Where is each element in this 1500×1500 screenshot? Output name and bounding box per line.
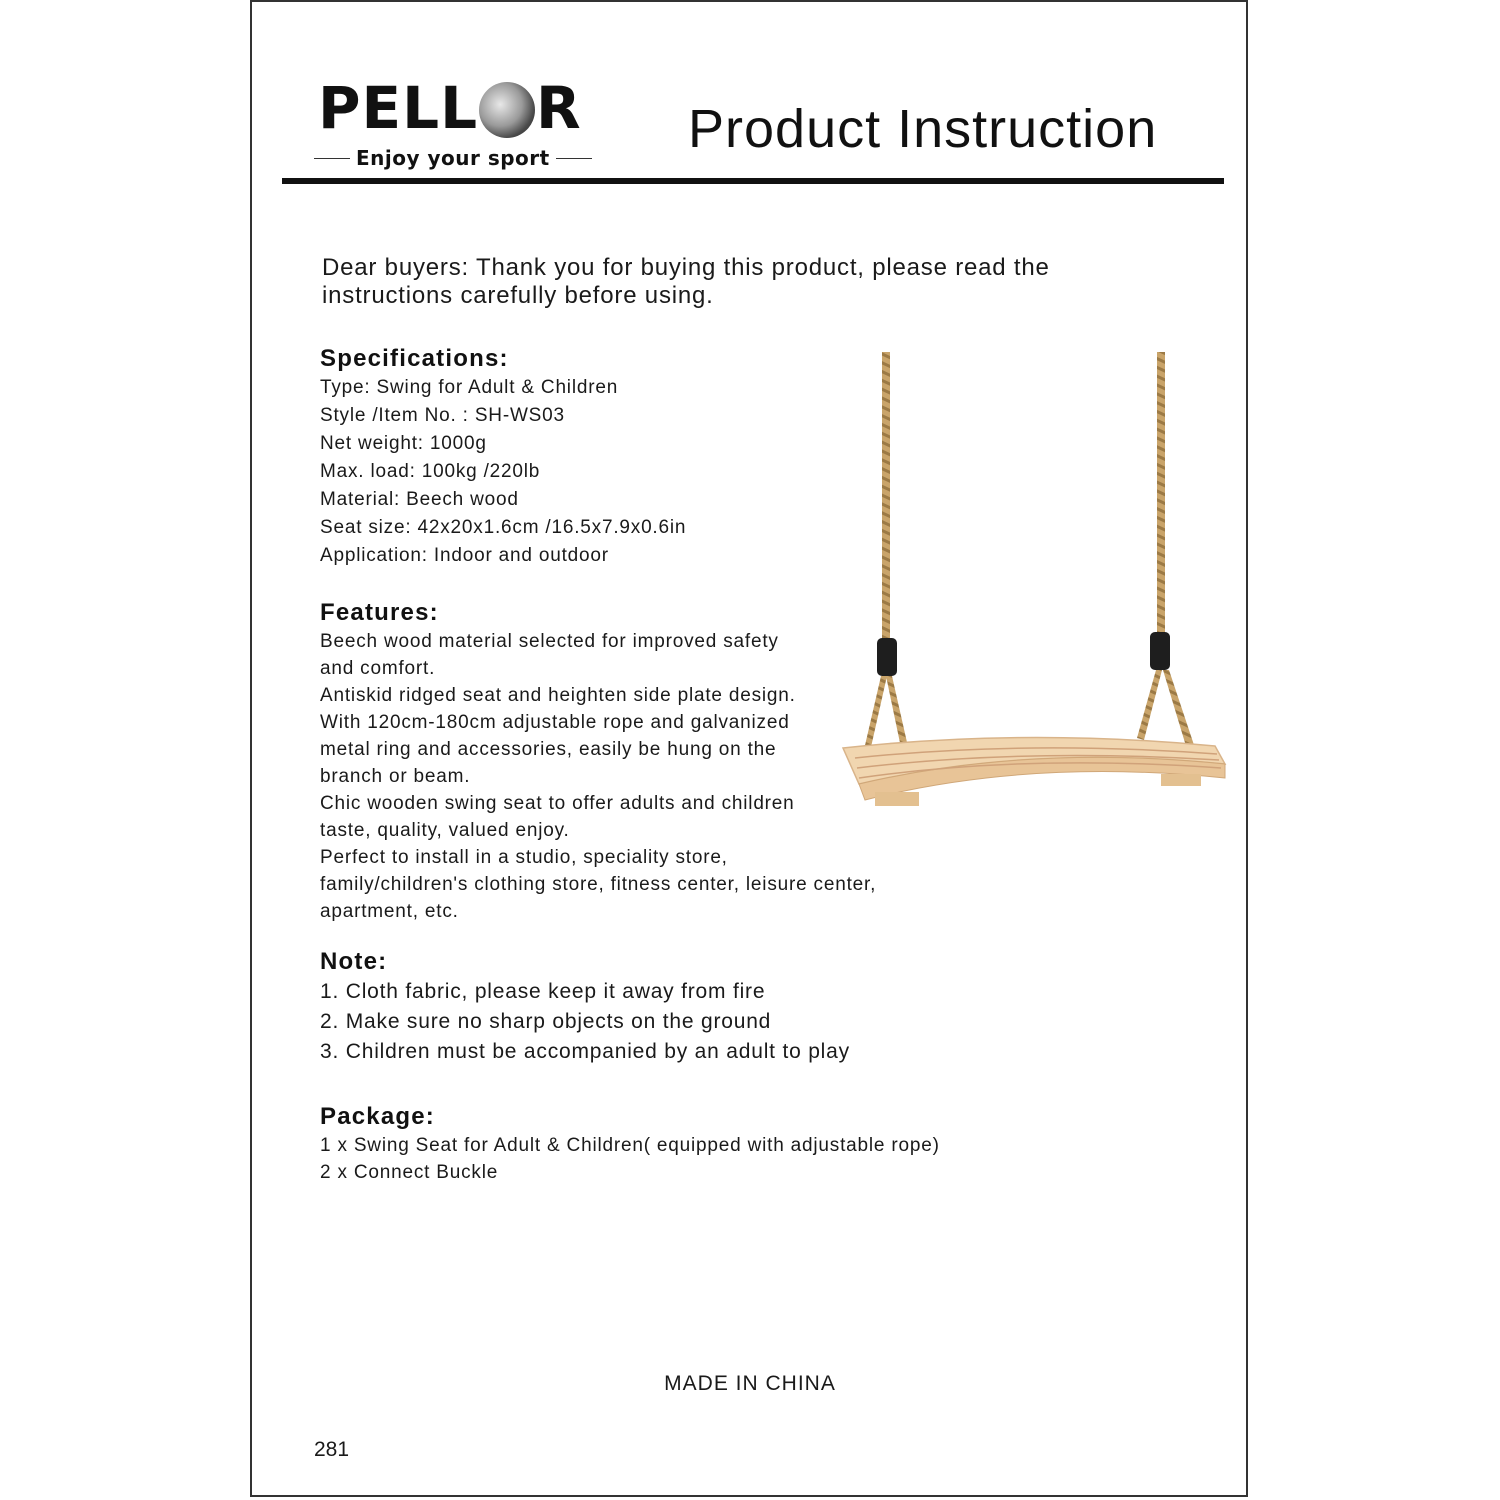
left-rope-sleeve <box>877 638 897 676</box>
spec-line: Net weight: 1000g <box>320 433 487 454</box>
feature-line: metal ring and accessories, easily be hung on the <box>320 739 777 760</box>
tagline-divider-right <box>556 158 592 159</box>
note-line: 1. Cloth fabric, please keep it away from fire <box>320 980 766 1003</box>
right-rope <box>1157 352 1165 637</box>
specifications-heading: Specifications: <box>320 345 509 372</box>
feature-line: Beech wood material selected for improved safety <box>320 631 779 652</box>
spec-line: Application: Indoor and outdoor <box>320 545 609 566</box>
page-title: Product Instruction <box>688 99 1158 159</box>
intro-text: Dear buyers: Thank you for buying this product, please read the instructions carefully before using. <box>322 254 1050 309</box>
feature-line: With 120cm-180cm adjustable rope and galvanized <box>320 712 790 733</box>
brand-name-suffix: R <box>536 74 582 142</box>
feature-line: Perfect to install in a studio, speciality store, <box>320 847 728 868</box>
feature-line: Antiskid ridged seat and heighten side plate design. <box>320 685 796 706</box>
package-heading: Package: <box>320 1103 435 1130</box>
spec-line: Seat size: 42x20x1.6cm /16.5x7.9x0.6in <box>320 517 687 538</box>
spec-line: Type: Swing for Adult & Children <box>320 377 619 398</box>
note-heading: Note: <box>320 948 388 975</box>
specifications-section <box>320 344 686 570</box>
package-line: 2 x Connect Buckle <box>320 1162 499 1183</box>
package-line: 1 x Swing Seat for Adult & Children( equipped with adjustable rope) <box>320 1135 940 1156</box>
feature-line: Chic wooden swing seat to offer adults and children <box>320 793 795 814</box>
feature-line: branch or beam. <box>320 766 471 787</box>
features-heading: Features: <box>320 599 439 626</box>
page-number: 281 <box>314 1438 350 1461</box>
brand-tagline: Enjoy your sport <box>356 146 550 170</box>
note-section <box>320 947 850 1067</box>
spec-line: Material: Beech wood <box>320 489 519 510</box>
golf-ball-icon <box>479 82 535 138</box>
spec-line: Style /Item No. : SH-WS03 <box>320 405 565 426</box>
wooden-swing-illustration <box>835 348 1227 812</box>
brand-tagline-row <box>314 146 599 170</box>
brand-wordmark <box>318 74 582 142</box>
made-in-label: MADE IN CHINA <box>664 1372 836 1395</box>
left-rope <box>882 352 890 642</box>
features-section <box>320 598 876 925</box>
header-divider <box>282 178 1224 184</box>
tagline-divider-left <box>314 158 350 159</box>
package-section <box>320 1102 940 1186</box>
brand-logo <box>318 72 603 172</box>
note-line: 3. Children must be accompanied by an adult to play <box>320 1040 850 1063</box>
feature-line: family/children's clothing store, fitness center, leisure center, <box>320 874 877 895</box>
feature-line: apartment, etc. <box>320 901 459 922</box>
brand-name-prefix: PELL <box>318 74 479 142</box>
right-rope-sleeve <box>1150 632 1170 670</box>
spec-line: Max. load: 100kg /220lb <box>320 461 541 482</box>
feature-line: taste, quality, valued enjoy. <box>320 820 570 841</box>
note-line: 2. Make sure no sharp objects on the ground <box>320 1010 772 1033</box>
feature-line: and comfort. <box>320 658 436 679</box>
